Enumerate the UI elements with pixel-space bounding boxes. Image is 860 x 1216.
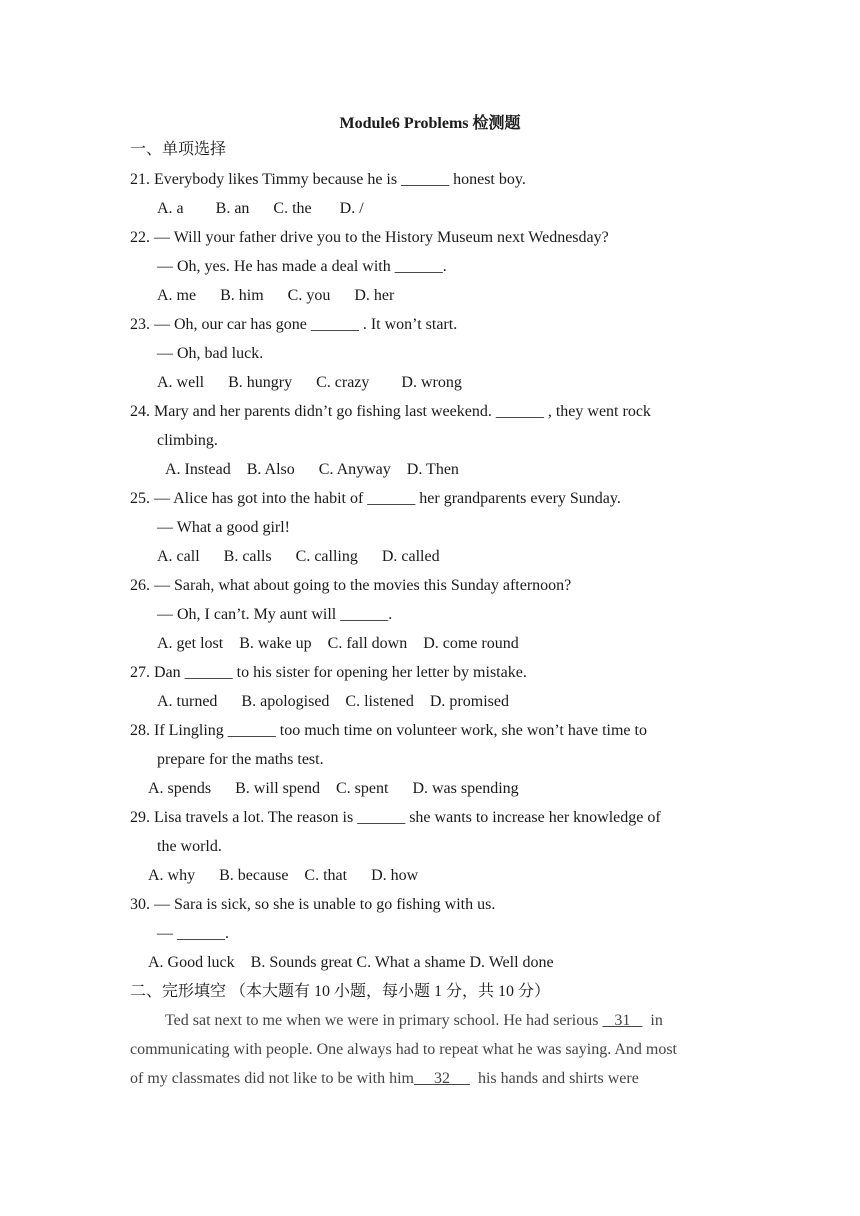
question-28-stem: 28. If Lingling ______ too much time on volunteer work, she won’t have time to xyxy=(130,722,647,739)
question-30-stem: 30. — Sara is sick, so she is unable to go fishing with us. xyxy=(130,896,496,913)
question-22-options: A. me B. him C. you D. her xyxy=(157,287,395,304)
question-28-stem-continued: prepare for the maths test. xyxy=(157,751,324,768)
page-title: Module6 Problems 检测题 xyxy=(339,115,521,132)
question-23-options: A. well B. hungry C. crazy D. wrong xyxy=(157,374,462,391)
question-28-options: A. spends B. will spend C. spent D. was spending xyxy=(148,780,519,797)
passage-line-1 xyxy=(165,1011,663,1031)
passage-text: Ted sat next to me when we were in primary school. He had serious xyxy=(165,1012,603,1029)
question-30-options: A. Good luck B. Sounds great C. What a shame D. Well done xyxy=(148,954,554,971)
passage-text: of my classmates did not like to be with him xyxy=(130,1070,414,1087)
question-21-stem: 21. Everybody likes Timmy because he is ______ honest boy. xyxy=(130,171,526,188)
question-30-reply: — ______. xyxy=(157,925,229,942)
question-27-stem: 27. Dan ______ to his sister for opening her letter by mistake. xyxy=(130,664,527,681)
question-29-options: A. why B. because C. that D. how xyxy=(148,867,419,884)
passage-text: his hands and shirts were xyxy=(469,1070,639,1087)
passage-line-3 xyxy=(130,1069,639,1089)
question-24-stem-continued: climbing. xyxy=(157,432,218,449)
question-26-stem: 26. — Sarah, what about going to the movies this Sunday afternoon? xyxy=(130,577,572,594)
question-29-stem-continued: the world. xyxy=(157,838,222,855)
passage-line-2: communicating with people. One always had to repeat what he was saying. And most xyxy=(130,1041,677,1058)
question-26-options: A. get lost B. wake up C. fall down D. come round xyxy=(157,635,519,652)
question-25-stem: 25. — Alice has got into the habit of ______ her grandparents every Sunday. xyxy=(130,490,621,507)
question-23-stem: 23. — Oh, our car has gone ______ . It won’t start. xyxy=(130,316,458,333)
passage-text: in xyxy=(642,1012,663,1029)
question-22-reply: — Oh, yes. He has made a deal with ______. xyxy=(157,258,447,275)
section-heading-cloze: 二、完形填空 （本大题有 10 小题，每小题 1 分，共 10 分） xyxy=(130,983,551,1000)
blank-31: 31 xyxy=(602,1012,643,1029)
question-23-reply: — Oh, bad luck. xyxy=(157,345,264,362)
question-21-options: A. a B. an C. the D. / xyxy=(157,200,364,217)
question-25-reply: — What a good girl! xyxy=(157,519,291,536)
blank-32: 32 xyxy=(413,1070,470,1087)
question-22-stem: 22. — Will your father drive you to the History Museum next Wednesday? xyxy=(130,229,609,246)
question-24-stem: 24. Mary and her parents didn’t go fishing last weekend. ______ , they went rock xyxy=(130,403,651,420)
question-24-options: A. Instead B. Also C. Anyway D. Then xyxy=(165,461,459,478)
question-26-reply: — Oh, I can’t. My aunt will ______. xyxy=(157,606,393,623)
question-27-options: A. turned B. apologised C. listened D. promised xyxy=(157,693,509,710)
section-heading-multiple-choice: 一、单项选择 xyxy=(130,141,227,158)
question-25-options: A. call B. calls C. calling D. called xyxy=(157,548,440,565)
question-29-stem: 29. Lisa travels a lot. The reason is ______ she wants to increase her knowledge of xyxy=(130,809,661,826)
